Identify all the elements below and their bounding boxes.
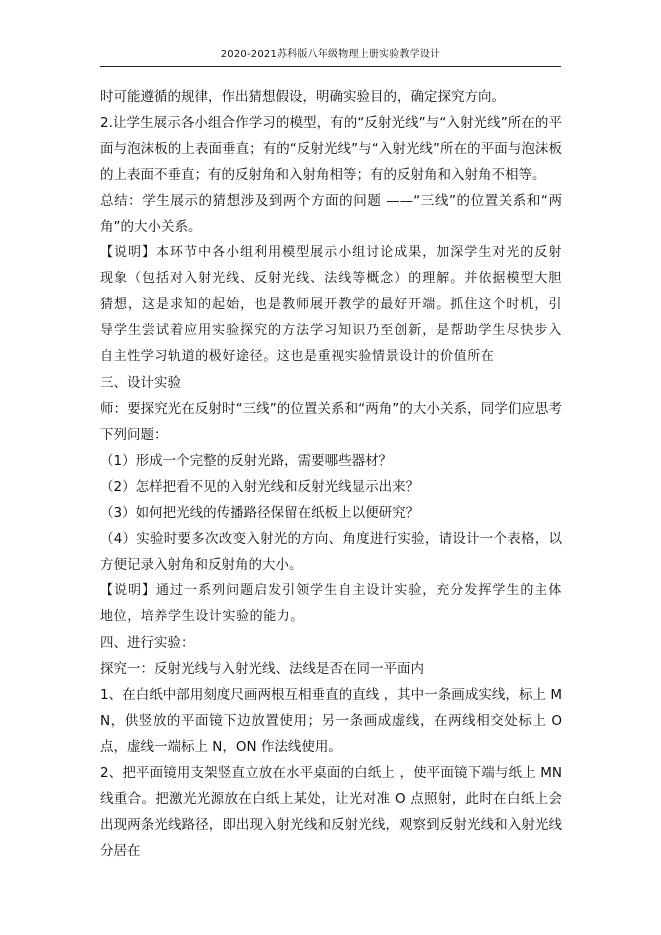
question-3: （3）如何把光线的传播路径保留在纸板上以便研究？: [100, 505, 420, 521]
paragraph-continuation: 时可能遵循的规律，作出猜想假设，明确实验目的，确定探究方向。: [100, 89, 505, 105]
paragraph-summary: 总结：学生展示的猜想涉及到两个方面的问题 ——“三线”的位置关系和“两角”的大小关系。: [100, 193, 562, 235]
paragraph-model-display: 2.让学生展示各小组合作学习的模型，有的“反射光线”与“入射光线”所在的平面与泡沫板的上表面垂直；有的“反射光线”与“入射光线”所在的平面与泡沫板的上表面不垂直；有的反射角和入射角相等；有的反射角和入射角不相等。: [100, 115, 562, 183]
paragraph-teacher-prompt: 师：要探究光在反射时“三线”的位置关系和“两角”的大小关系，同学们应思考下列问题：: [100, 401, 562, 443]
paragraph-step-2: 2、把平面镜用支架竖直立放在水平桌面的白纸上 ，使平面镜下端与纸上 MN 线重合。把激光光源放在白纸上某处，让光对准 O 点照射，此时在白纸上会出现两条光线路径，即出现入射光线和反射光线，观察到反射光线和入射光线分居在: [100, 765, 562, 859]
section-heading-conduct-experiment: 四、进行实验：: [100, 635, 195, 651]
paragraph-inquiry-one: 探究一：反射光线与入射光线、法线是否在同一平面内: [100, 661, 424, 677]
note-explanation-2: 【说明】通过一系列问题启发引领学生自主设计实验，充分发挥学生的主体地位，培养学生设计实验的能力。: [100, 583, 562, 624]
header-divider: [100, 66, 561, 67]
question-1: （1）形成一个完整的反射光路，需要哪些器材？: [100, 453, 393, 469]
page-header: 2020-2021苏科版八年级物理上册实验教学设计: [220, 49, 441, 60]
question-4: （4）实验时要多次改变入射光的方向、角度进行实验，请设计一个表格，以方便记录入射角和反射角的大小。: [100, 531, 562, 573]
question-2: （2）怎样把看不见的入射光线和反射光线显示出来？: [100, 479, 420, 495]
note-explanation-1: 【说明】本环节中各小组利用模型展示小组讨论成果，加深学生对光的反射现象（包括对入射光线、反射光线、法线等概念）的理解。并依据模型大胆猜想，这是求知的起始，也是教师展开教学的最好开端。抓住这个时机，引导学生尝试着应用实验探究的方法学习知识乃至创新，是帮助学生尽快步入自主性学习轨道的极好途径。这也是重视实验情景设计的价值所在: [100, 245, 562, 364]
paragraph-step-1: 1、在白纸中部用刻度尺画两根互相垂直的直线 ，其中一条画成实线，标上 MN，供竖放的平面镜下边放置使用；另一条画成虚线，在两线相交处标上 O 点，虚线一端标上 N，ON 作法线使用。: [100, 687, 562, 755]
document-body: [100, 84, 562, 864]
section-heading-design-experiment: 三、设计实验: [100, 375, 181, 391]
